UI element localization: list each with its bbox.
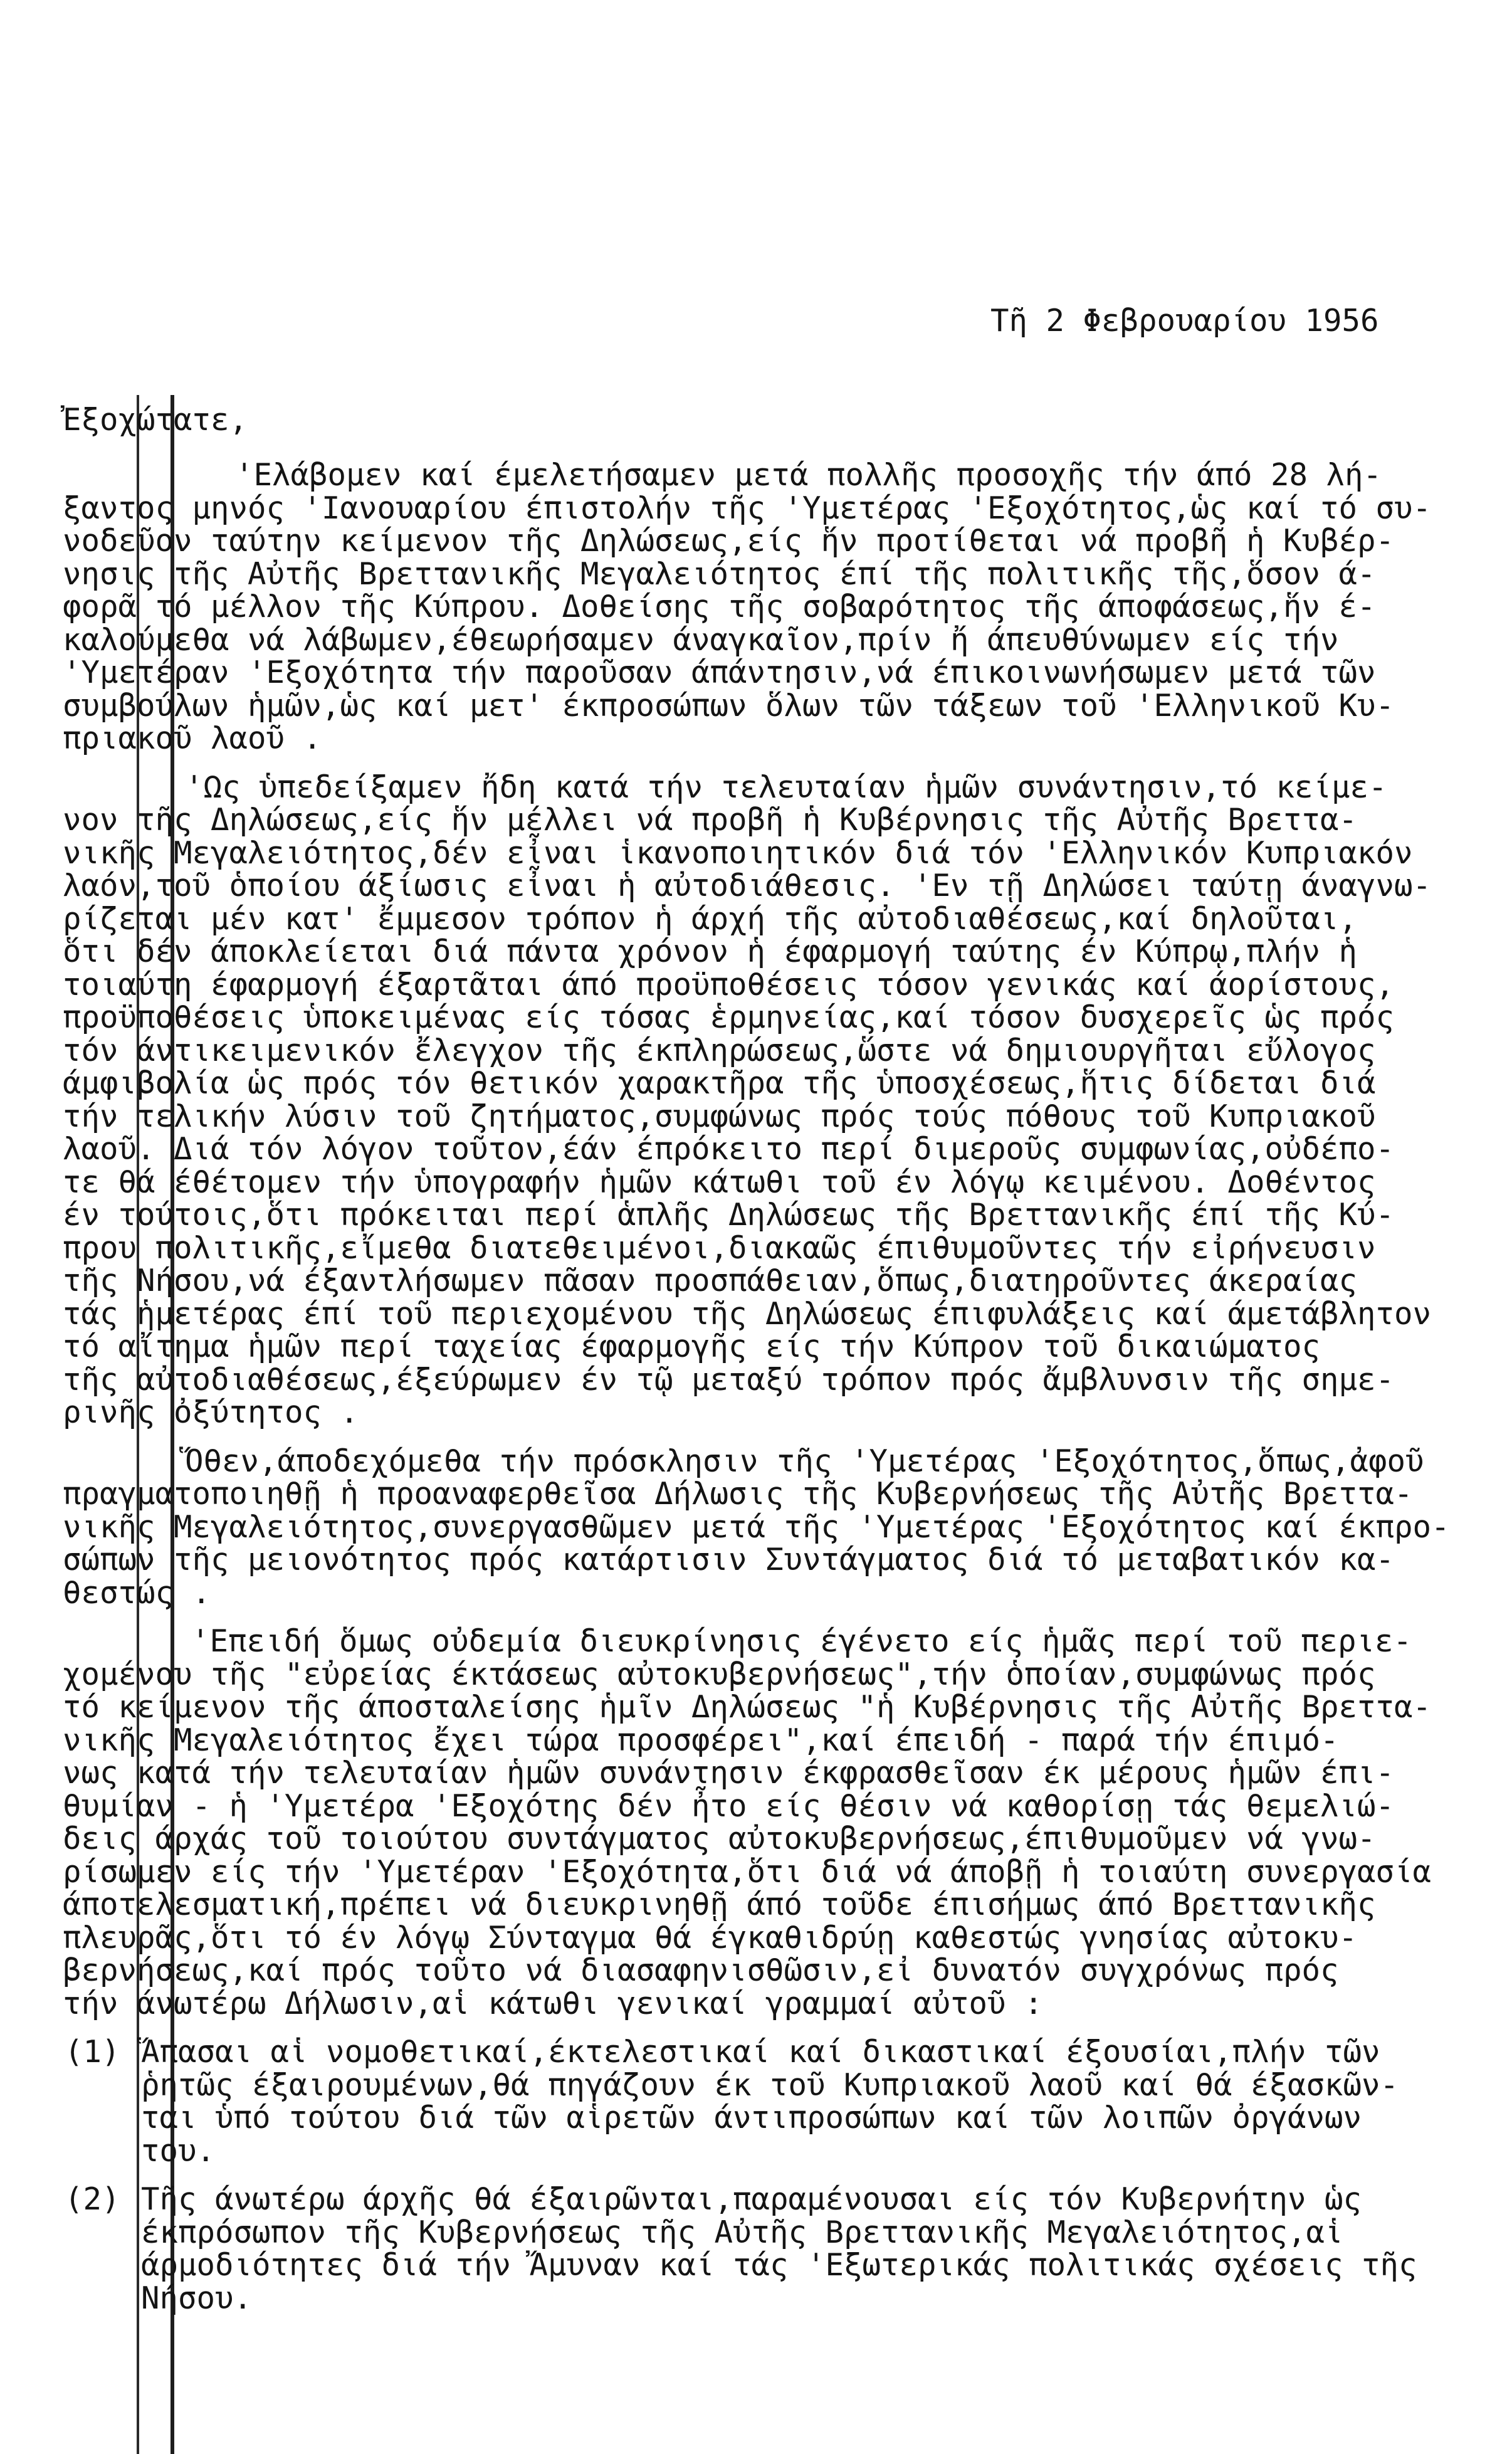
text-line: χομένου τῆς "εὐρείας έκτάσεως αὐτοκυβερνήσεως",τήν ὁποίαν,συμφώνως πρός (63, 1656, 1376, 1692)
list-item (65, 2181, 1492, 2316)
text-line: ρίσωμεν είς τήν 'Υμετέραν 'Εξοχότητα,ὅτι διά νά άποβῇ ἡ τοιαύτη συνεργασία (63, 1853, 1432, 1890)
text-line: πλευρᾶς,ὅτι τό έν λόγῳ Σύνταγμα θά έγκαθιδρύῃ καθεστώς γνησίας αὐτοκυ- (63, 1919, 1358, 1956)
text-line: τήν τελικήν λύσιν τοῦ ζητήματος,συμφώνως πρός τούς πόθους τοῦ Κυπριακοῦ (63, 1098, 1376, 1134)
text-line: τόν άντικειμενικόν ἔλεγχον τῆς έκπληρώσεως,ὥστε νά δημιουργῆται εὔλογος (63, 1032, 1376, 1068)
text-line: ὅτι δέν άποκλείεται διά πάντα χρόνον ἡ έφαρμογή ταύτης έν Κύπρῳ,πλήν ἡ (63, 934, 1358, 969)
paragraph (63, 1625, 1492, 2020)
text-line: 'Ως ὑπεδείξαμεν ἤδη κατά τήν τελευταίαν ἡμῶν συνάντησιν,τό κείμε- (185, 769, 1387, 805)
text-line: νικῆς Μεγαλειότητος,δέν εἶναι ἱκανοποιητικόν διά τόν 'Ελληνικόν Κυπριακόν (63, 835, 1413, 871)
text-line: ξαντος μηνός 'Ιανουαρίου έπιστολήν τῆς 'Υμετέρας 'Εξοχότητος,ὡς καί τό συ- (63, 490, 1432, 526)
text-line: τῆς Νήσου,νά έξαντλήσωμεν πᾶσαν προσπάθειαν,ὅπως,διατηροῦντες άκεραίας (63, 1263, 1358, 1298)
text-line: σώπων τῆς μειονότητος πρός κατάρτισιν Συντάγματος διά τό μεταβατικόν κα- (63, 1542, 1395, 1577)
paragraph (63, 771, 1492, 1430)
text-line: 'Επειδή ὅμως οὐδεμία διευκρίνησις έγένετο είς ἡμᾶς περί τοῦ περιε- (191, 1623, 1412, 1659)
text-line: τήν άνωτέρω Δήλωσιν,αἱ κάτωθι γενικαί γραμμαί αὐτοῦ : (63, 1985, 1043, 2021)
text-line: νικῆς Μεγαλειότητος ἔχει τώρα προσφέρει",καί έπειδή - παρά τήν έπιμό- (63, 1722, 1339, 1758)
text-line: θεστώς . (63, 1574, 211, 1611)
text-line: φορᾶ τό μέλλον τῆς Κύπρου. Δοθείσης τῆς σοβαρότητος τῆς άποφάσεως,ἥν έ- (63, 589, 1376, 624)
list-item (65, 2034, 1492, 2169)
text-line: τῆς αὐτοδιαθέσεως,έξεύρωμεν έν τῷ μεταξύ τρόπον πρός ἄμβλυνσιν τῆς σημε- (63, 1361, 1395, 1398)
text-line: άποτελεσματική,πρέπει νά διευκρινηθῇ άπό τοῦδε έπισήμως άπό Βρεττανικῆς (63, 1887, 1376, 1922)
text-line: τε θά έθέτομεν τήν ὑπογραφήν ἡμῶν κάτωθι τοῦ έν λόγῳ κειμένου. Δοθέντος (63, 1164, 1376, 1200)
text-line: βερνήσεως,καί πρός τοῦτο νά διασαφηνισθῶσιν,εἰ δυνατόν συγχρόνως πρός (63, 1952, 1339, 1988)
text-line: ρίζεται μέν κατ' ἔμμεσον τρόπον ἡ άρχή τῆς αὐτοδιαθέσεως,καί δηλοῦται, (63, 900, 1358, 937)
text-line: προϋποθέσεις ὑποκειμένας είς τόσας ἑρμηνείας,καί τόσον δυσχερεῖς ὡς πρός (63, 999, 1395, 1035)
text-line: λαοῦ. Διά τόν λόγον τοῦτον,έάν έπρόκειτο περί διμεροῦς συμφωνίας,οὐδέπο- (63, 1131, 1395, 1167)
text-line: πρου πολιτικῆς,εἴμεθα διατεθειμένοι,διακαῶς έπιθυμοῦντες τήν εἰρήνευσιν (63, 1230, 1376, 1266)
text-line: Τῆς άνωτέρω άρχῆς θά έξαιρῶνται,παραμένουσαι είς τόν Κυβερνήτην ὡς (141, 2181, 1362, 2217)
text-line: 'Υμετέραν 'Εξοχότητα τήν παροῦσαν άπάντησιν,νά έπικοινωνήσωμεν μετά τῶν (63, 655, 1376, 690)
text-line: νικῆς Μεγαλειότητος,συνεργασθῶμεν μετά τῆς 'Υμετέρας 'Εξοχότητος καί έκπρο- (63, 1509, 1450, 1545)
text-line: πριακοῦ λαοῦ . (63, 720, 322, 756)
text-line: 'Ελάβομεν καί έμελετήσαμεν μετά πολλῆς προσοχῆς τήν άπό 28 λή- (235, 457, 1382, 493)
text-line: ῥητῶς έξαιρουμένων,θά πηγάζουν έκ τοῦ Κυπριακοῦ λαοῦ καί θά έξασκῶν- (141, 2067, 1399, 2103)
text-line: έν τούτοις,ὅτι πρόκειται περί ἁπλῆς Δηλώσεως τῆς Βρεττανικῆς έπί τῆς Κύ- (63, 1197, 1395, 1233)
text-line: τάς ἡμετέρας έπί τοῦ περιεχομένου τῆς Δηλώσεως έπιφυλάξεις καί άμετάβλητον (63, 1295, 1432, 1332)
text-line: Νήσου. (141, 2280, 253, 2316)
text-line: νως κατά τήν τελευταίαν ἡμῶν συνάντησιν έκφρασθεῖσαν έκ μέρους ἡμῶν έπι- (63, 1755, 1395, 1791)
text-line: πραγματοποιηθῇ ἡ προαναφερθεῖσα Δήλωσις τῆς Κυβερνήσεως τῆς Αὐτῆς Βρεττα- (63, 1476, 1413, 1512)
text-line: άρμοδιότητες διά τήν Ἄμυναν καί τάς 'Εξωτερικάς πολιτικάς σχέσεις τῆς (141, 2247, 1417, 2283)
text-line: νησις τῆς Αὐτῆς Βρεττανικῆς Μεγαλειότητος έπί τῆς πολιτικῆς τῆς,ὅσον ά- (63, 556, 1376, 592)
text-line: ρινῆς ὀξύτητος . (63, 1394, 359, 1430)
paragraph (63, 1445, 1492, 1610)
text-line: Ἅπασαι αἱ νομοθετικαί,έκτελεστικαί καί δικαστικαί έξουσίαι,πλήν τῶν (141, 2034, 1380, 2070)
letter-body (63, 459, 1492, 2330)
text-line: ται ὑπό τούτου διά τῶν αἱρετῶν άντιπροσώπων καί τῶν λοιπῶν ὀργάνων (141, 2100, 1362, 2135)
text-line: τό κείμενον τῆς άποσταλείσης ἡμῖν Δηλώσεως "ἡ Κυβέρνησις τῆς Αὐτῆς Βρεττα- (63, 1689, 1432, 1725)
text-line: τοιαύτη έφαρμογή έξαρτᾶται άπό προϋποθέσεις τόσον γενικάς καί άορίστους, (63, 966, 1395, 1003)
text-line: συμβούλων ἡμῶν,ὡς καί μετ' έκπροσώπων ὅλων τῶν τάξεων τοῦ 'Ελληνικοῦ Κυ- (63, 687, 1395, 724)
item-number: (2) (65, 2181, 120, 2217)
text-line: λαόν,τοῦ ὁποίου άξίωσις εἶναι ἡ αὐτοδιάθεσις. 'Εν τῇ Δηλώσει ταύτῃ άναγνω- (63, 868, 1432, 903)
text-line: νον τῆς Δηλώσεως,είς ἥν μέλλει νά προβῆ ἡ Κυβέρνησις τῆς Αὐτῆς Βρεττα- (63, 802, 1358, 838)
text-line: δεις άρχάς τοῦ τοιούτου συντάγματος αὐτοκυβερνήσεως,έπιθυμοῦμεν νά γνω- (63, 1821, 1376, 1856)
salutation: Ἐξοχώτατε, (63, 402, 248, 438)
text-line: του. (141, 2132, 216, 2169)
text-line: νοδεῦον ταύτην κείμενον τῆς Δηλώσεως,είς ἥν προτίθεται νά προβῆ ἡ Κυβέρ- (63, 523, 1395, 559)
text-line: Ὅθεν,άποδεχόμεθα τήν πρόσκλησιν τῆς 'Υμετέρας 'Εξοχότητος,ὅπως,ἀφοῦ (185, 1443, 1424, 1479)
letter-date: Τῆ 2 Φεβρουαρίου 1956 (990, 303, 1379, 339)
text-line: καλούμεθα νά λάβωμεν,έθεωρήσαμεν άναγκαῖον,πρίν ἤ άπευθύνωμεν είς τήν (63, 621, 1339, 658)
item-number: (1) (65, 2034, 120, 2070)
paragraph (63, 459, 1492, 756)
text-line: τό αἴτημα ἡμῶν περί ταχείας έφαρμογῆς είς τήν Κύπρον τοῦ δικαιώματος (63, 1329, 1321, 1364)
text-line: άμφιβολία ὡς πρός τόν θετικόν χαρακτῆρα τῆς ὑποσχέσεως,ἥτις δίδεται διά (63, 1065, 1376, 1101)
text-line: θυμίαν - ἡ 'Υμετέρα 'Εξοχότης δέν ἦτο είς θέσιν νά καθορίσῃ τάς θεμελιώ- (63, 1788, 1395, 1824)
text-line: έκπρόσωπον τῆς Κυβερνήσεως τῆς Αὐτῆς Βρεττανικῆς Μεγαλειότητος,αἱ (141, 2214, 1343, 2250)
